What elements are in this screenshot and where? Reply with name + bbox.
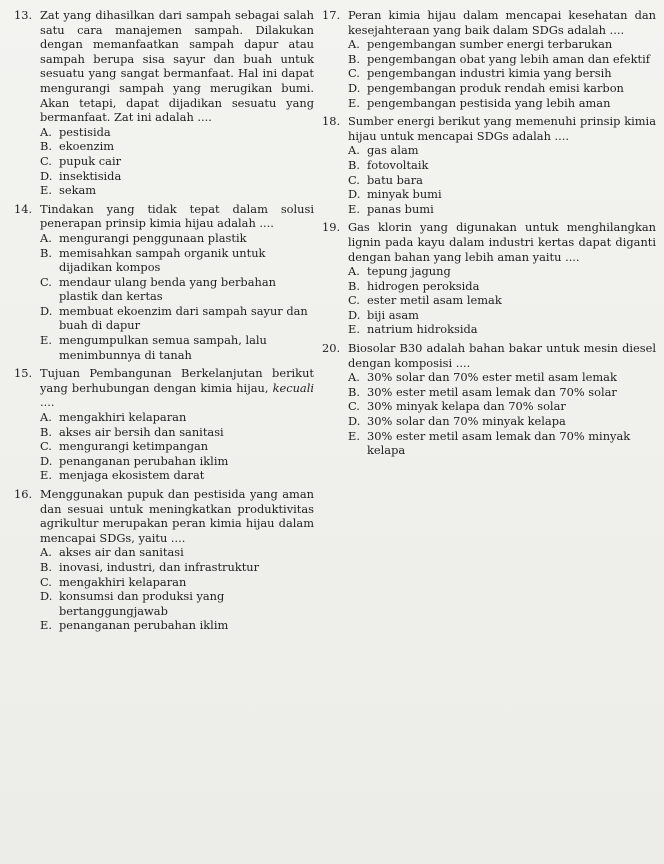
option-b: B. inovasi, industri, dan infrastruktur	[40, 559, 260, 574]
question-13	[14, 8, 314, 198]
question-number: 18.	[322, 114, 341, 129]
option-e: E. mengumpulkan semua sampah, lalu menimbunnya di tanah	[40, 333, 267, 362]
question-stem: Tujuan Pembangunan Berkelanjutan berikut yang berhubungan dengan kimia hijau, kecuali ....	[40, 366, 314, 410]
option-c: C. mengakhiri kelaparan	[40, 574, 187, 589]
option-e: E. panas bumi	[348, 201, 434, 216]
option-c: C. mengurangi ketimpangan	[40, 439, 209, 454]
question-19	[322, 220, 656, 337]
option-b: B. hidrogen peroksida	[348, 278, 480, 293]
question-number: 19.	[322, 220, 341, 235]
question-number: 14.	[14, 201, 33, 216]
question-16	[14, 487, 314, 633]
option-b: B. pengembangan obat yang lebih aman dan efektif	[348, 51, 650, 66]
option-c: C. batu bara	[348, 172, 423, 187]
option-d: D. pengembangan produk rendah emisi karbon	[348, 80, 624, 95]
left-column	[14, 8, 314, 637]
option-e: E. penanganan perubahan iklim	[40, 618, 229, 633]
question-14	[14, 202, 314, 363]
question-number: 13.	[14, 8, 33, 22]
option-a: A. pengembangan sumber energi terbarukan	[348, 37, 613, 52]
option-b: B. 30% ester metil asam lemak dan 70% solar	[348, 384, 617, 399]
option-a: A. gas alam	[348, 143, 419, 158]
question-number: 16.	[14, 487, 33, 501]
option-e: E. menjaga ekosistem darat	[40, 468, 205, 483]
question-stem: Menggunakan pupuk dan pestisida yang aman dan sesuai untuk meningkatkan produktivitas agrikultur merupakan peran kimia hijau dalam mencapai SDGs, yaitu ....	[40, 487, 314, 545]
option-d: D. membuat ekoenzim dari sampah sayur dan buah di dapur	[40, 303, 308, 333]
option-c: C. mendaur ulang benda yang berbahan plastik dan kertas	[40, 274, 276, 304]
option-a: A. 30% solar dan 70% ester metil asam lemak	[348, 370, 617, 385]
option-b: B. memisahkan sampah organik untuk dijadikan kompos	[40, 245, 266, 275]
question-stem: Biosolar B30 adalah bahan bakar untuk mesin diesel dengan komposisi ....	[348, 341, 656, 370]
option-a: A. tepung jagung	[348, 264, 451, 279]
emphasis-kecuali: kecuali	[272, 380, 314, 395]
right-column	[322, 8, 656, 462]
question-number: 20.	[322, 341, 341, 356]
question-number: 17.	[322, 8, 341, 22]
option-d: D. penanganan perubahan iklim	[40, 453, 229, 468]
option-a: A. pestisida	[40, 124, 111, 139]
option-c: C. ester metil asam lemak	[348, 293, 502, 308]
question-stem: Peran kimia hijau dalam mencapai kesehatan dan kesejahteraan yang baik dalam SDGs adalah ....	[348, 8, 656, 37]
option-c: C. pengembangan industri kimia yang bersih	[348, 66, 612, 81]
option-d: D. minyak bumi	[348, 187, 442, 202]
option-e: E. natrium hidroksida	[348, 322, 478, 337]
question-20	[322, 341, 656, 458]
option-e: E. sekam	[40, 183, 97, 198]
option-b: B. akses air bersih dan sanitasi	[40, 424, 224, 439]
option-d: D. 30% solar dan 70% minyak kelapa	[348, 414, 566, 429]
question-stem: Gas klorin yang digunakan untuk menghilangkan lignin pada kayu dalam industri kertas dapat diganti dengan bahan yang lebih aman yaitu ....	[348, 220, 656, 264]
option-c: C. 30% minyak kelapa dan 70% solar	[348, 399, 566, 414]
option-e: E. pengembangan pestisida yang lebih aman	[348, 95, 611, 110]
option-b: B. fotovoltaik	[348, 157, 429, 172]
option-a: A. mengakhiri kelaparan	[40, 410, 187, 425]
option-d: D. konsumsi dan produksi yang bertanggungjawab	[40, 589, 225, 618]
option-c: C. pupuk cair	[40, 153, 122, 168]
question-stem: Tindakan yang tidak tepat dalam solusi penerapan prinsip kimia hijau adalah ....	[40, 201, 314, 231]
option-b: B. ekoenzim	[40, 139, 115, 154]
option-e: E. 30% ester metil asam lemak dan 70% minyak kelapa	[348, 428, 631, 458]
question-17	[322, 8, 656, 110]
option-a: A. akses air dan sanitasi	[40, 545, 184, 560]
question-stem: Zat yang dihasilkan dari sampah sebagai salah satu cara manajemen sampah. Dilakukan dengan memanfaatkan sampah dapur atau sampah berupa sisa sayur dan buah untuk sesuatu yang sangat bermanfaat. Hal ini dapat mengurangi sampah yang merugikan bumi. Akan tetapi, dapat dijadikan sesuatu yang bermanfaat. Zat ini adalah ....	[40, 8, 314, 125]
option-a: A. mengurangi penggunaan plastik	[40, 230, 247, 245]
option-d: D. insektisida	[40, 168, 122, 183]
question-18	[322, 114, 656, 216]
question-stem: Sumber energi berikut yang memenuhi prinsip kimia hijau untuk mencapai SDGs adalah ....	[348, 114, 656, 143]
question-number: 15.	[14, 366, 33, 381]
option-d: D. biji asam	[348, 307, 419, 322]
question-15	[14, 366, 314, 483]
